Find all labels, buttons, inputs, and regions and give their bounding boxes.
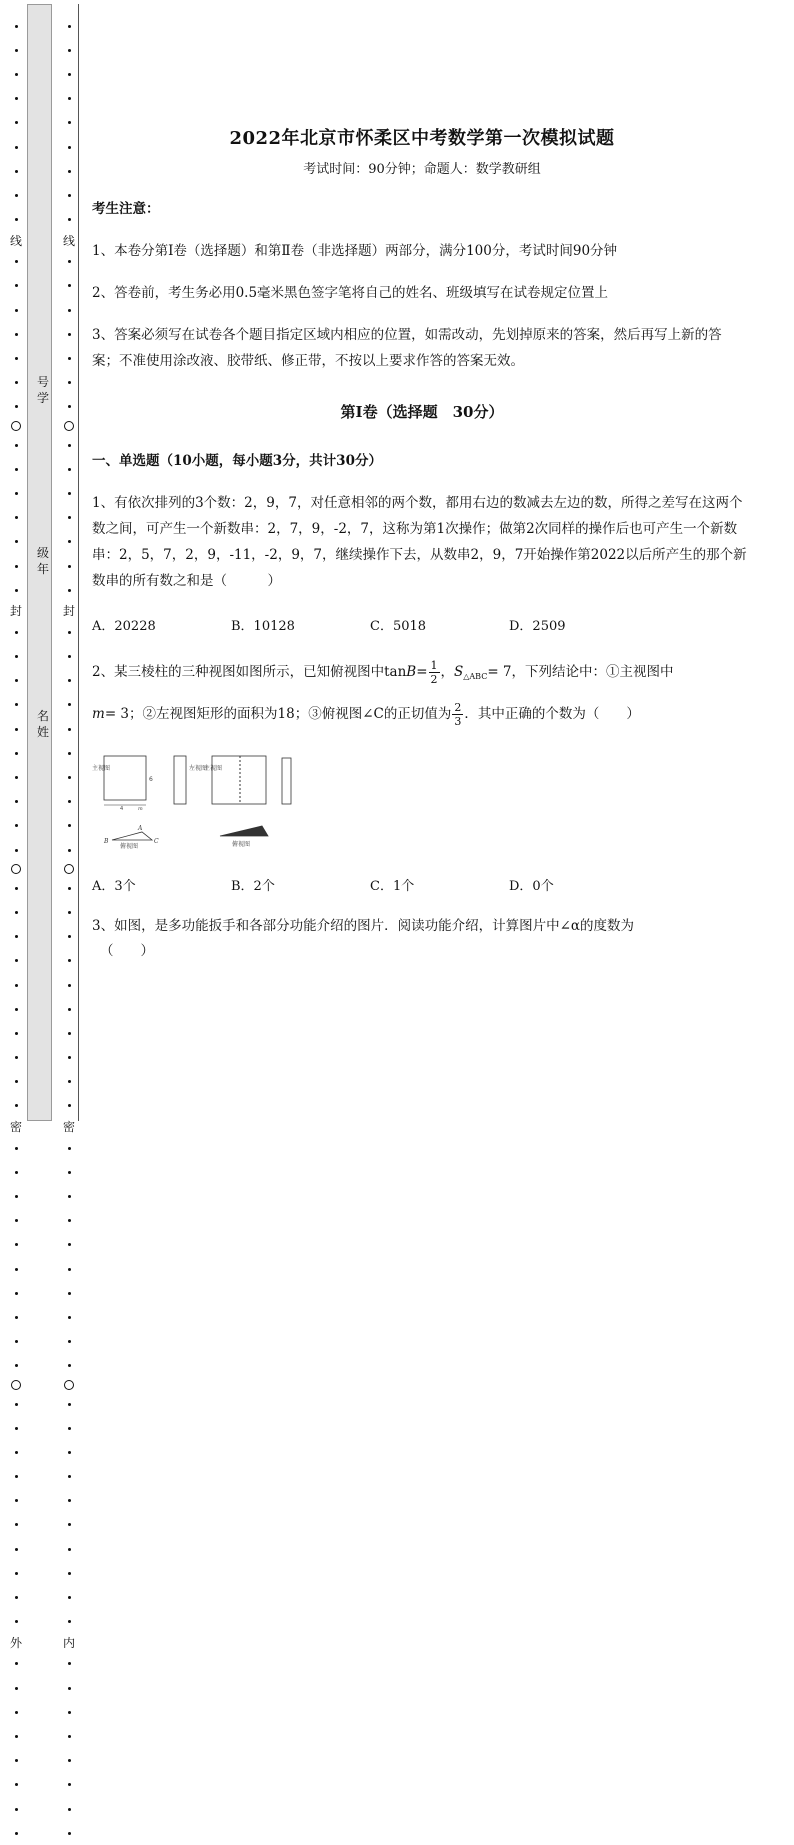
q2-option-c: C．1个 xyxy=(370,879,415,894)
comma: ， xyxy=(440,664,454,680)
seal-dot xyxy=(15,984,18,987)
seal-dot xyxy=(15,1735,18,1738)
seal-dot xyxy=(15,1475,18,1478)
seal-dot xyxy=(15,1759,18,1762)
seal-dot xyxy=(68,1219,71,1222)
seal-dot xyxy=(68,1662,71,1665)
seal-dot xyxy=(15,1056,18,1059)
seal-dot xyxy=(68,1523,71,1526)
seal-dot xyxy=(15,1662,18,1665)
seal-dot xyxy=(68,1243,71,1246)
seal-dot xyxy=(68,25,71,28)
dim-six: 6 xyxy=(149,776,153,783)
seal-dot xyxy=(15,631,18,634)
seal-dot xyxy=(68,1268,71,1271)
seal-dot xyxy=(15,935,18,938)
top-view-triangle-2 xyxy=(220,826,268,836)
seal-dot xyxy=(68,405,71,408)
seal-dot xyxy=(15,73,18,76)
three-views-figure xyxy=(92,748,292,858)
seal-dot xyxy=(68,824,71,827)
seal-dot xyxy=(15,1195,18,1198)
area-subscript: △ABC xyxy=(463,672,488,681)
seal-dot xyxy=(15,1596,18,1599)
seal-dot xyxy=(15,357,18,360)
seal-dot xyxy=(15,1268,18,1271)
q1-option-d: D．2509 xyxy=(509,619,566,634)
seal-dot xyxy=(15,1292,18,1295)
seal-dot xyxy=(15,405,18,408)
seal-dot xyxy=(68,1620,71,1623)
section-title: 第I卷（选择题 30分） xyxy=(340,403,504,421)
left-view-label: 左视图 xyxy=(189,765,208,772)
seal-dot xyxy=(15,333,18,336)
seal-dot xyxy=(15,1451,18,1454)
notice-heading: 考生注意： xyxy=(92,201,160,217)
seal-dot xyxy=(68,218,71,221)
front-view-rect-2 xyxy=(212,756,266,804)
seal-dot xyxy=(15,911,18,914)
seal-dot xyxy=(68,73,71,76)
seal-ring xyxy=(11,1380,21,1390)
seal-dot xyxy=(15,218,18,221)
margin-rule xyxy=(78,4,79,1121)
seal-dot xyxy=(15,565,18,568)
question-3-blank: （ ） xyxy=(100,943,154,959)
seal-dot xyxy=(68,728,71,731)
seal-dot xyxy=(68,1832,71,1835)
vertex-a: A xyxy=(138,825,143,832)
seal-dot xyxy=(15,1548,18,1551)
seal-dot xyxy=(68,1008,71,1011)
seal-dot xyxy=(15,540,18,543)
var-m: m xyxy=(92,706,105,722)
seal-dot xyxy=(15,194,18,197)
seal-dot xyxy=(15,1620,18,1623)
seal-dot xyxy=(68,1032,71,1035)
seal-dot xyxy=(68,170,71,173)
frac-den: 2 xyxy=(430,673,438,686)
seal-dot xyxy=(15,381,18,384)
seal-dot xyxy=(68,984,71,987)
seal-dot xyxy=(15,1403,18,1406)
seal-dot xyxy=(68,1499,71,1502)
seal-dot xyxy=(68,1475,71,1478)
area-value: = 7 xyxy=(487,664,512,680)
seal-dot xyxy=(15,1523,18,1526)
question-1-options xyxy=(92,615,748,634)
m-value: = 3 xyxy=(104,706,130,722)
seal-line-left xyxy=(10,14,23,1845)
seal-dot xyxy=(68,194,71,197)
seal-dot xyxy=(68,887,71,890)
seal-dot xyxy=(15,728,18,731)
frac-den-3: 3 xyxy=(454,715,462,728)
seal-dot xyxy=(15,49,18,52)
seal-dot xyxy=(68,703,71,706)
seal-dot xyxy=(68,333,71,336)
q2-text-a: 2、某三棱柱的三种视图如图所示，已知俯视图中 xyxy=(92,664,385,680)
seal-dot xyxy=(68,1596,71,1599)
seal-dot xyxy=(15,589,18,592)
front-view-label-text: 主视图 xyxy=(92,765,111,772)
q2-text-d: ．其中正确的个数为（ ） xyxy=(464,706,640,722)
seal-dot xyxy=(15,776,18,779)
fraction-one-half xyxy=(429,659,440,686)
question-3-text: 3、如图，是多功能扳手和各部分功能介绍的图片．阅读功能介绍，计算图片中∠α的度数为 xyxy=(92,918,635,934)
seal-mark: 封 xyxy=(10,604,23,619)
seal-dot xyxy=(15,309,18,312)
seal-ring xyxy=(11,421,21,431)
seal-dot xyxy=(68,468,71,471)
q2-text-c: ；②左视图矩形的面积为18；③俯视图∠C的正切值为 xyxy=(129,706,452,722)
seal-dot xyxy=(68,1451,71,1454)
seal-dot xyxy=(68,959,71,962)
seal-dot xyxy=(15,1499,18,1502)
seal-dot xyxy=(15,1808,18,1811)
seal-dot xyxy=(68,589,71,592)
seal-dot xyxy=(68,1292,71,1295)
seal-dot xyxy=(68,800,71,803)
seal-dot xyxy=(68,1195,71,1198)
seal-dot xyxy=(15,444,18,447)
seal-dot xyxy=(15,468,18,471)
seal-line-right xyxy=(63,14,76,1845)
seal-ring xyxy=(64,1380,74,1390)
seal-dot xyxy=(15,679,18,682)
question-2-line-2 xyxy=(92,698,748,730)
frac-num-2: 2 xyxy=(454,701,462,714)
seal-dot xyxy=(68,776,71,779)
question-1-text: 1、有依次排列的3个数：2，9，7，对任意相邻的两个数，都用右边的数减去左边的数，所得之差写在这两个数之间，可产生一个新数串：2，7，9，-2，7，这称为第1次操作；做第2次同样的操作后也可产生一个新数串：2，5，7，2，9，-11，-2，9，7，继续操作下去，从数串2，9，7开始操作第2022以后所产生的那个新数串的所有数之和是（ ） xyxy=(92,495,747,589)
seal-dot xyxy=(15,752,18,755)
tan-expr xyxy=(384,659,440,686)
question-2-options xyxy=(92,875,748,894)
seal-dot xyxy=(15,800,18,803)
dim-m: m xyxy=(138,806,143,812)
exam-no-label: 号 学 xyxy=(37,375,50,405)
seal-dot xyxy=(15,1340,18,1343)
seal-dot xyxy=(68,121,71,124)
notice-item-3: 3、答案必须写在试卷各个题目指定区域内相应的位置，如需改动，先划掉原来的答案，然后再写上新的答案；不准使用涂改液、胶带纸、修正带，不按以上要求作答的答案无效。 xyxy=(92,327,722,369)
q2-option-b: B．2个 xyxy=(231,879,275,894)
part-heading: 一、单选题（10小题，每小题3分，共计30分） xyxy=(92,453,382,469)
top-view-triangle xyxy=(112,832,152,840)
seal-dot xyxy=(15,25,18,28)
seal-dot xyxy=(15,1364,18,1367)
seal-dot xyxy=(15,1687,18,1690)
seal-dot xyxy=(15,655,18,658)
exam-info: 考试时间：90分钟；命题人：数学教研组 xyxy=(303,162,541,177)
seal-dot xyxy=(68,1572,71,1575)
seal-mark: 线 xyxy=(63,233,76,248)
seal-dot xyxy=(68,1316,71,1319)
vertex-c: C xyxy=(154,838,159,845)
q1-option-a: A．20228 xyxy=(92,619,156,634)
front-view-label xyxy=(92,764,110,772)
seal-dot xyxy=(68,1548,71,1551)
seal-dot xyxy=(68,1808,71,1811)
seal-dot xyxy=(68,1427,71,1430)
seal-dot xyxy=(68,565,71,568)
q1-option-c: C．5018 xyxy=(370,619,427,634)
seal-dot xyxy=(15,703,18,706)
seal-dot xyxy=(68,911,71,914)
seal-ring xyxy=(64,421,74,431)
seal-dot xyxy=(68,655,71,658)
seal-dot xyxy=(68,1403,71,1406)
seal-ring xyxy=(11,864,21,874)
seal-dot xyxy=(68,1759,71,1762)
seal-dot xyxy=(68,1687,71,1690)
seal-dot xyxy=(15,887,18,890)
front-view-rect xyxy=(104,756,146,800)
seal-dot xyxy=(68,1171,71,1174)
var-b: B xyxy=(406,664,417,680)
frac-num: 1 xyxy=(430,659,438,672)
seal-dot xyxy=(15,1147,18,1150)
seal-dot xyxy=(68,516,71,519)
seal-dot xyxy=(68,679,71,682)
seal-dot xyxy=(15,1243,18,1246)
q2-option-a: A．3个 xyxy=(92,879,136,894)
seal-ring xyxy=(64,864,74,874)
left-view-rect xyxy=(174,756,186,804)
question-2-line-1 xyxy=(92,656,748,693)
q1-option-b: B．10128 xyxy=(231,619,295,634)
seal-dot xyxy=(68,97,71,100)
seal-dot xyxy=(68,1735,71,1738)
front-view-label-2: 主视图 xyxy=(204,765,223,772)
seal-dot xyxy=(15,1572,18,1575)
seal-dot xyxy=(68,1340,71,1343)
fraction-two-thirds xyxy=(452,701,463,728)
seal-dot xyxy=(68,1364,71,1367)
seal-dot xyxy=(68,849,71,852)
seal-dot xyxy=(68,1080,71,1083)
seal-dot xyxy=(15,849,18,852)
seal-dot xyxy=(68,631,71,634)
seal-dot xyxy=(68,1711,71,1714)
seal-dot xyxy=(68,1783,71,1786)
seal-mark: 封 xyxy=(63,604,76,619)
binding-margin xyxy=(0,0,82,1650)
notice-item-2: 2、答卷前，考生务必用0.5毫米黑色签字笔将自己的姓名、班级填写在试卷规定位置上 xyxy=(92,285,609,301)
seal-dot xyxy=(68,444,71,447)
seal-mark: 密 xyxy=(10,1120,23,1135)
top-view-label: 俯视图 xyxy=(120,843,139,850)
grade-label: 级 年 xyxy=(37,546,50,576)
seal-dot xyxy=(68,146,71,149)
seal-dot xyxy=(15,1427,18,1430)
seal-dot xyxy=(15,121,18,124)
seal-dot xyxy=(68,540,71,543)
seal-dot xyxy=(15,1783,18,1786)
seal-dot xyxy=(68,1147,71,1150)
seal-dot xyxy=(15,1080,18,1083)
seal-dot xyxy=(15,959,18,962)
seal-dot xyxy=(68,381,71,384)
seal-mark: 内 xyxy=(63,1635,76,1650)
seal-dot xyxy=(68,1104,71,1107)
equals-sign: = xyxy=(416,664,428,680)
top-view-label-2: 俯视图 xyxy=(232,841,251,848)
tan-fn: tan xyxy=(384,664,407,680)
seal-dot xyxy=(15,1316,18,1319)
seal-dot xyxy=(15,824,18,827)
seal-dot xyxy=(15,1832,18,1835)
seal-dot xyxy=(15,170,18,173)
seal-dot xyxy=(15,1171,18,1174)
seal-mark: 密 xyxy=(63,1120,76,1135)
left-view-rect-2 xyxy=(282,758,291,804)
seal-mark: 外 xyxy=(10,1635,23,1650)
seal-dot xyxy=(68,309,71,312)
seal-dot xyxy=(68,357,71,360)
seal-mark: 线 xyxy=(10,233,23,248)
seal-dot xyxy=(15,492,18,495)
seal-dot xyxy=(15,1219,18,1222)
seal-dot xyxy=(15,146,18,149)
q2-option-d: D．0个 xyxy=(509,879,554,894)
q2-text-b: ，下列结论中：①主视图中 xyxy=(511,664,674,680)
area-symbol: S xyxy=(454,664,464,680)
seal-dot xyxy=(15,260,18,263)
seal-dot xyxy=(15,516,18,519)
seal-dot xyxy=(68,752,71,755)
seal-dot xyxy=(68,260,71,263)
dim-four: 4 xyxy=(120,806,124,812)
seal-dot xyxy=(15,1032,18,1035)
seal-dot xyxy=(15,284,18,287)
seal-dot xyxy=(68,492,71,495)
seal-dot xyxy=(68,935,71,938)
seal-dot xyxy=(15,1711,18,1714)
seal-dot xyxy=(68,284,71,287)
notice-item-1: 1、本卷分第I卷（选择题）和第Ⅱ卷（非选择题）两部分，满分100分，考试时间90分钟 xyxy=(92,243,618,259)
vertex-b: B xyxy=(104,838,109,845)
seal-dot xyxy=(15,97,18,100)
seal-dot xyxy=(15,1104,18,1107)
seal-dot xyxy=(15,1008,18,1011)
page-title: 2022年北京市怀柔区中考数学第一次模拟试题 xyxy=(229,128,615,149)
name-label: 名 姓 xyxy=(37,709,50,739)
seal-dot xyxy=(68,1056,71,1059)
seal-dot xyxy=(68,49,71,52)
